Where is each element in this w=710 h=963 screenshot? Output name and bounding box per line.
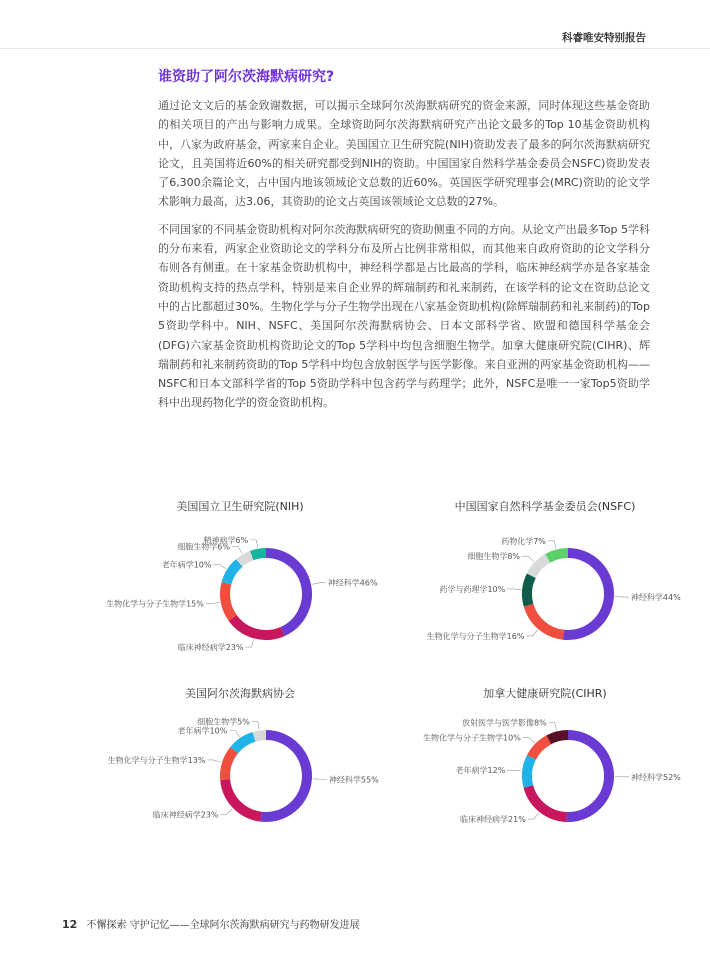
leader-line (507, 589, 521, 590)
slice-label: 生物化学与分子生物学10% (423, 733, 521, 743)
slice-label: 老年病学10% (161, 560, 212, 570)
donut-slice (527, 757, 531, 786)
slice-label: 生物化学与分子生物学16% (426, 631, 525, 641)
slice-label: 神经科学46% (327, 578, 378, 588)
slice-label: 细胞生物学5% (197, 717, 250, 727)
donut-slice (239, 556, 251, 563)
donut-slice (225, 750, 234, 779)
leader-line (523, 737, 535, 743)
slice-label: 细胞生物学8% (467, 552, 521, 562)
leader-line (250, 540, 257, 548)
leader-line (549, 723, 557, 731)
leader-line (507, 770, 521, 771)
donut-chart (400, 498, 690, 658)
leader-line (232, 547, 242, 554)
section-title: 谁资助了阿尔茨海默病研究? (158, 69, 335, 85)
donut-chart (90, 685, 390, 835)
donut-slice (567, 735, 609, 817)
donut-slice (531, 558, 547, 575)
chart-alz-association (90, 685, 390, 835)
leader-line (229, 730, 239, 737)
donut-slice (225, 780, 261, 817)
chart-title: 中国国家自然科学基金委员会(NSFC) (454, 500, 636, 513)
donut-slice (252, 553, 266, 556)
slice-label: 药物化学7% (501, 536, 546, 546)
paragraph: 不同国家的不同基金资助机构对阿尔茨海默病研究的资助侧重不同的方向。从论文产出最多Top 5学科的分布来看，两家企业资助论文的学科分布及所占比例非常相似，而其他来自政府资助的论文学科分布则各有侧重。在十家基金资助机构中，神经科学都是占比最高的学科，临床神经病学亦是各家基金资助机构支持的热点学科，特别是来自企业界的辉瑞制药和礼来制药，在该学科的论文在资助总论文中的占比都超过30%。生物化学与分子生物学出现在八家基金资助机构(除辉瑞制药和礼来制药)的Top 5资助学科中。NIH、NSFC、美国阿尔茨海默病协会、日本文部科学省、欧盟和德国科学基金会(DFG)六家基金资助机构资助论文的Top 5学科中均包含细胞生物学。加拿大健康研究院(CIHR)、辉瑞制药和礼来制药资助的Top 5学科中均包含放射医学与医学影像。来自亚洲的两家基金资助机构——NSFC和日本文部科学省的Top 5资助学科中包含药学与药理学；此外，NSFC是唯一一家Top5资助学科中出现药物化学的资金资助机构。 (158, 222, 650, 410)
leader-line (528, 813, 539, 819)
slice-label: 临床神经病学23% (152, 810, 219, 820)
leader-line (312, 583, 326, 585)
leader-line (252, 722, 259, 730)
leader-line (548, 541, 556, 549)
leader-line (246, 639, 254, 647)
donut-slice (226, 563, 239, 583)
slice-label: 神经科学55% (328, 775, 379, 785)
slice-label: 老年病学10% (177, 726, 228, 736)
footer-text: 不懈探索 守护记忆——全球阿尔茨海默病研究与药物研发进展 (86, 920, 360, 931)
donut-slice (225, 583, 233, 618)
slice-label: 生物化学与分子生物学13% (107, 755, 206, 765)
donut-slice (254, 735, 266, 737)
leader-line (221, 809, 233, 815)
leader-line (526, 630, 537, 636)
page-footer (62, 916, 360, 931)
donut-slice (261, 735, 307, 817)
slice-label: 精神病学6% (203, 535, 249, 545)
leader-line (206, 602, 220, 603)
slice-label: 生物化学与分子生物学15% (106, 599, 204, 609)
donut-slice (529, 605, 564, 635)
chart-title: 加拿大健康研究院(CIHR) (483, 687, 607, 700)
leader-line (522, 556, 534, 561)
slice-label: 临床神经病学21% (460, 815, 526, 825)
chart-title: 美国阿尔茨海默病协会 (185, 687, 295, 700)
leader-line (207, 760, 221, 762)
donut-slice (528, 787, 566, 817)
chart-nih (90, 498, 390, 658)
donut-slice (233, 618, 283, 635)
slice-label: 细胞生物学6% (177, 542, 231, 552)
page-number: 12 (62, 918, 78, 931)
donut-chart (90, 498, 390, 658)
header-divider (0, 48, 710, 49)
donut-slice (563, 553, 609, 635)
donut-slice (549, 735, 568, 740)
slice-label: 神经科学52% (630, 772, 681, 782)
donut-slice (234, 737, 254, 750)
slice-label: 放射医学与医学影像8% (462, 718, 547, 728)
report-name: 科睿唯安特别报告 (562, 32, 646, 44)
paragraph: 通过论文文后的基金致谢数据，可以揭示全球阿尔茨海默病研究的资金来源，同时体现这些基金资助的相关项目的产出与影响力成果。全球资助阿尔茨海默病研究产出论文最多的Top 10基金资助机构中，八家为政府基金，两家来自企业。美国国立卫生研究院(NIH)资助发表了最多的阿尔茨海默病研究论文，且美国将近60%的相关研究都受到NIH的资助。中国国家自然科学基金委员会NSFC)资助发表了6,300余篇论文，占中国内地该领域论文总数的近60%。英国医学研究理事会(MRC)资助的论文学术影响力最高，达3.06，其资助的论文占英国该领域论文总数的27%。 (158, 99, 650, 209)
donut-slice (266, 553, 307, 632)
slice-label: 老年病学12% (455, 766, 506, 776)
body-text (158, 96, 650, 421)
slice-label: 药学与药理学10% (439, 584, 506, 594)
slice-label: 临床神经病学23% (177, 643, 244, 653)
leader-line (213, 565, 226, 569)
donut-slice (548, 553, 568, 558)
slice-label: 神经科学44% (630, 593, 681, 603)
chart-title: 美国国立卫生研究院(NIH) (176, 500, 304, 513)
donut-slice (527, 576, 531, 605)
chart-nsfc (400, 498, 690, 658)
donut-chart (400, 685, 690, 835)
chart-cihr (400, 685, 690, 835)
